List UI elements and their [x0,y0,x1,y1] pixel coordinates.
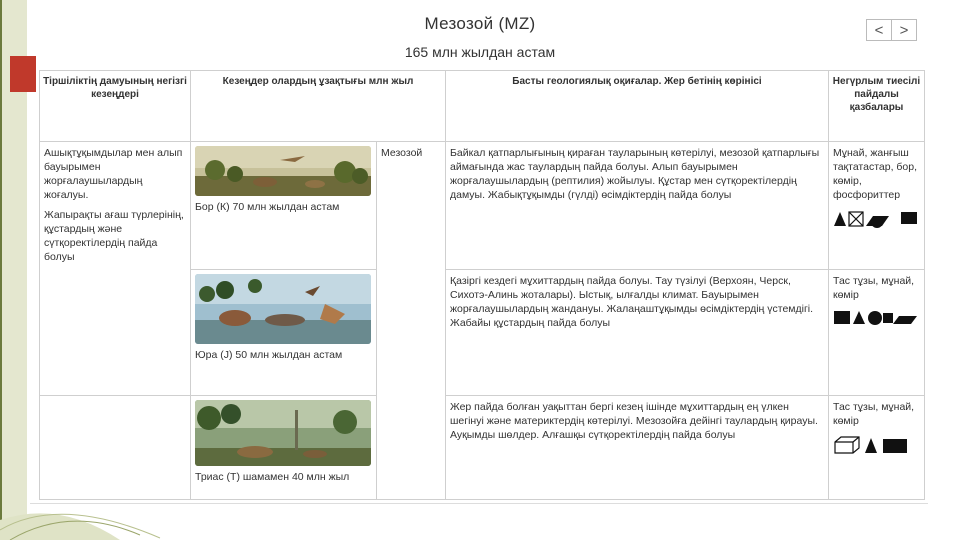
mineral-symbols [833,308,920,326]
page-title: Мезозой (MZ) [424,14,536,33]
mineral-symbols-icon [833,208,919,228]
chevron-right-icon: > [899,21,909,39]
jurassic-scene [195,274,371,344]
life-stages-cell [40,142,191,396]
period-cell [191,142,377,270]
mineral-symbols-icon [833,308,919,326]
period-label: Юра (J) 50 млн жылдан астам [195,349,343,361]
mineral-symbols-icon [833,434,919,454]
life-empty-cell [40,396,191,500]
minerals-cell [829,142,925,270]
era-cell: Мезозой [377,142,446,500]
life-main-text: Ашықтұқымдылар мен алып бауырымен жорғалаушылардың жоғалуы. [44,147,183,201]
period-cell [191,270,377,396]
next-button[interactable] [892,19,917,41]
right-margin [928,0,960,540]
period-cell [191,396,377,500]
page-subtitle: 165 млн жылдан астам [404,44,556,60]
table-header-row [40,71,925,142]
mineral-symbols [833,434,920,454]
events-cell: Байкал қатпарлығының қираған тауларының көтерілуі, мезозой қатпарлығы аймағында жас таулардың пайда болуы. Алып бауырымен жорғалаушылардың (рептилия) жойылуы. Құстар мен сүтқоректілердің дамуы. Жабықтұқымды (гүлді) өсімдіктердің пайда болуы [446,142,829,270]
minerals-text: Тас тұзы, мұнай, көмір [833,275,915,301]
minerals-cell [829,270,925,396]
col-header-life: Тіршіліктің дамуының негізгі кезеңдері [40,71,191,142]
left-decorative-bar [0,0,27,540]
col-header-periods: Кезеңдер олардың ұзақтығы млн жыл [191,71,446,142]
events-cell: Жер пайда болған уақыттан бергі кезең ішінде мұхиттардың ең үлкен шегінуі және материктердің көтерілуі. Мезозойға дейінгі таулардың қирауы. Ауқымды шөлдер. Алғашқы сүтқоректілердің пайда болуы [446,396,829,500]
events-cell: Қазіргі кездегі мұхиттардың пайда болуы. Тау түзілуі (Верхоян, Черск, Сихотэ-Алинь жоталары). Ыстық, ылғалды климат. Бауырымен жорғалаушылардың жандануы. Жалаңаштұқымды өсімдіктердің үстемдігі. Жабайы құстардың пайда болуы [446,270,829,396]
chevron-left-icon: < [874,21,884,39]
period-label: Бор (К) 70 млн жылдан астам [195,201,340,213]
life-second-text: Жапырақты ағаш түрлерінің, құстардың және сүтқоректілердің пайда болуы [44,209,184,263]
table-row [40,396,925,500]
col-header-events: Басты геологиялық оқиғалар. Жер бетінің көрінісі [446,71,829,142]
table-row [40,142,925,270]
cretaceous-scene [195,146,371,196]
mineral-symbols [833,208,920,228]
red-accent-block [10,56,36,92]
mesozoic-table [39,70,925,500]
period-label: Триас (Т) шамамен 40 млн жыл [195,471,350,483]
minerals-cell [829,396,925,500]
left-stripe [0,0,2,540]
minerals-text: Мұнай, жанғыш тақтатастар, бор, көмір, фосфориттер [833,147,918,201]
col-header-minerals: Негүрлым тиесілі пайдалы қазбалары [829,71,925,142]
minerals-text: Тас тұзы, мұнай, көмір [833,401,915,427]
prev-button[interactable] [866,19,892,41]
triassic-scene [195,400,371,466]
bottom-divider [30,503,930,504]
slide-nav [866,19,917,41]
